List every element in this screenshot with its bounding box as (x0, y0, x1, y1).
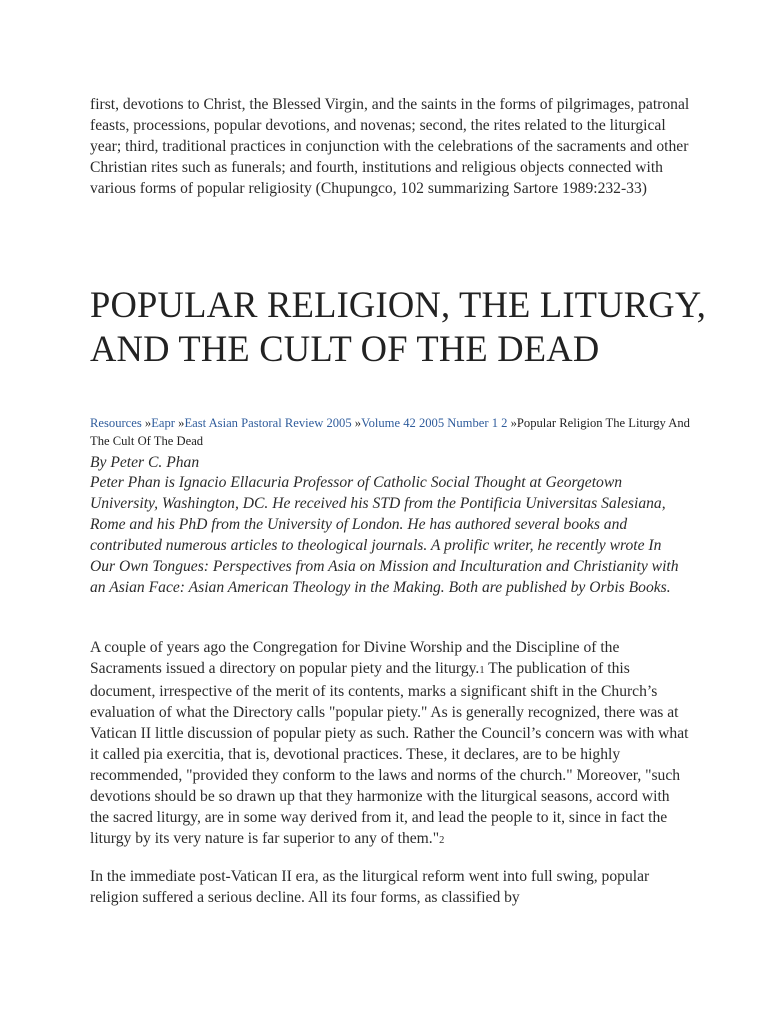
breadcrumb-separator: » (141, 416, 152, 430)
breadcrumb (90, 414, 690, 450)
breadcrumb-current: Popular Religion The Liturgy And The Cult Of The Dead (90, 416, 690, 448)
author-bio: Peter Phan is Ignacio Ellacuria Professor of Catholic Social Thought at Georgetown University, Washington, DC. He received his STD from the Pontificia Universitas Salesiana, Rome and his PhD from the University of London. He has authored several books and contributed numerous articles to theological journals. A prolific writer, he recently wrote In Our Own Tongues: Perspectives from Asia on Mission and Inculturation and Christianity with an Asian Face: Asian American Theology in the Making. Both are published by Orbis Books. (90, 474, 679, 596)
breadcrumb-link-review-2005[interactable]: East Asian Pastoral Review 2005 (184, 416, 352, 430)
breadcrumb-link-resources[interactable]: Resources (90, 416, 142, 430)
breadcrumb-separator: » (175, 416, 185, 430)
intro-paragraph: first, devotions to Christ, the Blessed Virgin, and the saints in the forms of pilgrimages, patronal feasts, processions, popular devotions, and novenas; second, the rites related to the liturgical year; third, traditional practices in conjunction with the celebrations of the sacraments and other Christian rites such as funerals; and fourth, institutions and religious objects connected with various forms of popular religiosity (Chupungco, 102 summarizing Sartore 1989:232-33) (90, 96, 690, 197)
footnote-marker-1[interactable]: 1 (479, 665, 485, 676)
breadcrumb-link-eapr[interactable]: Eapr (151, 416, 175, 430)
body-paragraph-2: In the immediate post-Vatican II era, as the liturgical reform went into full swing, popular religion suffered a serious decline. All its four forms, as classified by (90, 868, 650, 906)
body-paragraph-1 (90, 637, 690, 851)
footnote-marker-2[interactable]: 2 (439, 835, 445, 846)
breadcrumb-separator: » (351, 416, 362, 430)
author-byline: By Peter C. Phan (90, 454, 200, 471)
article-title: POPULAR RELIGION, THE LITURGY, AND THE CULT OF THE DEAD (90, 284, 707, 369)
breadcrumb-separator: » (507, 416, 517, 430)
breadcrumb-link-volume[interactable]: Volume 42 2005 Number 1 2 (361, 416, 508, 430)
body-paragraph-1-part-a: A couple of years ago the Congregation for Divine Worship and the Discipline of the Sacraments issued a directory on popular piety and the liturgy. (90, 639, 620, 677)
body-paragraph-1-part-b: The publication of this document, irrespective of the merit of its contents, marks a significant shift in the Church’s evaluation of what the Directory calls "popular piety." As is generally recognized, there was at Vatican II little discussion of popular piety as such. Rather the Council’s concern was with what it called pia exercitia, that is, devotional practices. These, it declares, are to be highly recommended, "provided they conform to the laws and norms of the church." Moreover, "such devotions should be so drawn up that they harmonize with the liturgical seasons, accord with the sacred liturgy, are in some way derived from it, and lead the people to it, since in fact the liturgy by its very nature is far superior to any of them." (90, 660, 689, 847)
